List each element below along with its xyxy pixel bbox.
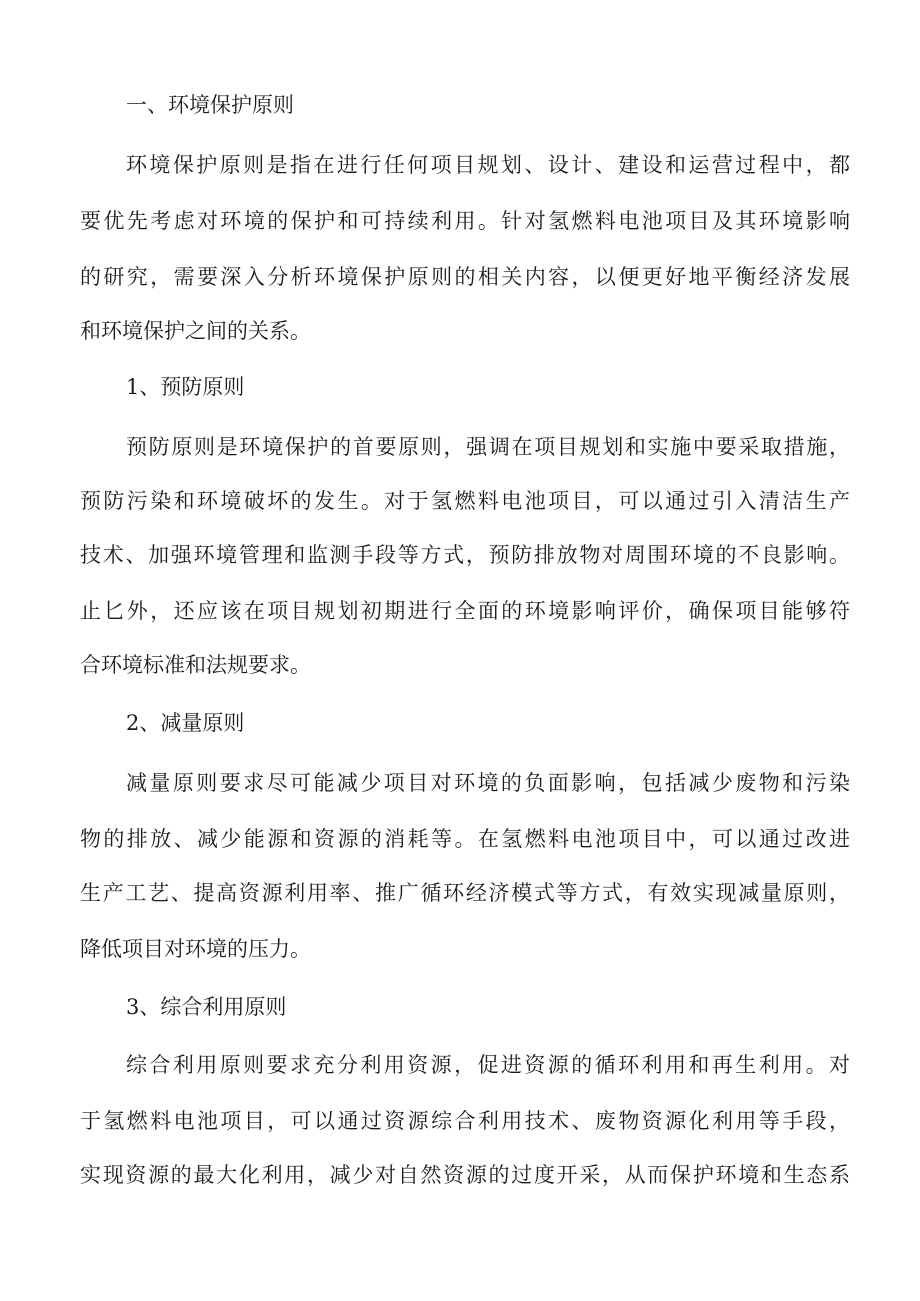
paragraph-line: 要优先考虑对环境的保护和可持续利用。针对氢燃料电池项目及其环境影响 (80, 209, 850, 233)
subsection-heading-2: 2、减量原则 (126, 711, 245, 735)
paragraph-line: 减量原则要求尽可能减少项目对环境的负面影响，包括减少废物和污染 (126, 771, 850, 795)
paragraph-line: 止匕外，还应该在项目规划初期进行全面的环境影响评价，确保项目能够符 (80, 599, 850, 623)
section-heading: 一、环境保护原则 (126, 93, 294, 117)
paragraph-line: 综合利用原则要求充分利用资源，促进资源的循环利用和再生利用。对 (126, 1053, 850, 1077)
paragraph-line: 预防原则是环境保护的首要原则，强调在项目规划和实施中要采取措施， (126, 435, 850, 459)
paragraph-line: 物的排放、减少能源和资源的消耗等。在氢燃料电池项目中，可以通过改进 (80, 827, 850, 851)
paragraph-line: 和环境保护之间的关系。 (80, 319, 311, 343)
paragraph-line: 生产工艺、提高资源利用率、推广循环经济模式等方式，有效实现减量原则， (80, 881, 850, 905)
subsection-heading-3: 3、综合利用原则 (126, 995, 287, 1019)
subsection-heading-1: 1、预防原则 (126, 375, 245, 399)
paragraph-line: 降低项目对环境的压力。 (80, 937, 311, 961)
paragraph-line: 预防污染和环境破坏的发生。对于氢燃料电池项目，可以通过引入清洁生产 (80, 489, 850, 513)
paragraph-line: 技术、加强环境管理和监测手段等方式，预防排放物对周围环境的不良影响。 (80, 543, 850, 567)
paragraph-line: 的研究，需要深入分析环境保护原则的相关内容，以便更好地平衡经济发展 (80, 265, 850, 289)
paragraph-line: 合环境标准和法规要求。 (80, 653, 311, 677)
paragraph-line: 实现资源的最大化利用，减少对自然资源的过度开采，从而保护环境和生态系 (80, 1163, 850, 1187)
paragraph-line: 于氢燃料电池项目，可以通过资源综合利用技术、废物资源化利用等手段， (80, 1109, 850, 1133)
paragraph-line: 环境保护原则是指在进行任何项目规划、设计、建设和运营过程中，都 (126, 153, 850, 177)
